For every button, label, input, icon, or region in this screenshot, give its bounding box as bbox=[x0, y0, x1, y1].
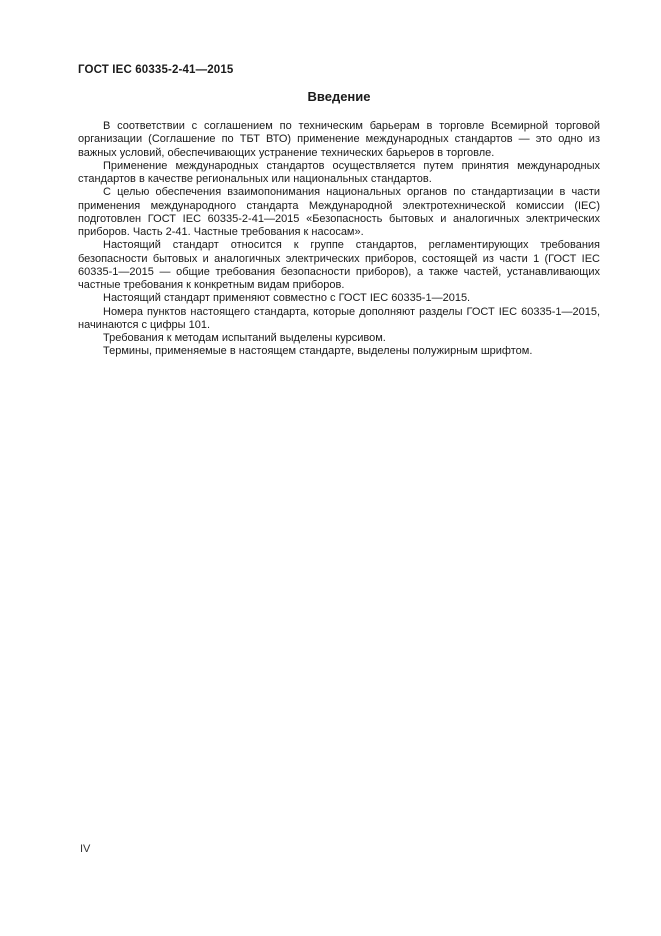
paragraph-joint-application: Настоящий стандарт применяют совместно с ГОСТ IEC 60335-1—2015. bbox=[103, 292, 471, 305]
paragraph-test-methods-italic: Требования к методам испытаний выделены курсивом. bbox=[103, 332, 386, 344]
paragraph-terms-bold: Термины, применяемые в настоящем стандарте, выделены полужирным шрифтом. bbox=[103, 345, 533, 358]
standard-designation-header: ГОСТ IEC 60335-2-41—2015 bbox=[78, 64, 234, 76]
paragraph-wto-agreement: В соответствии с соглашением по техническим барьерам в торговле Всемирной торговой организации (Соглашение по ТБТ ВТО) применение международных стандартов — это одно из важных условий, обеспечивающих устранение технических барьеров в торговле. bbox=[78, 120, 600, 159]
paragraph-application-of-standards: Применение международных стандартов осуществляется путем принятия международных стандартов в качестве региональных или национальных стандартов. bbox=[78, 159, 600, 185]
paragraph-clause-numbering: Номера пунктов настоящего стандарта, которые дополняют разделы ГОСТ IEC 60335-1—2015, начинаются с цифры 101. bbox=[78, 305, 600, 331]
section-title: Введение bbox=[307, 89, 371, 104]
paragraph-iec-standard-preparation: С целью обеспечения взаимопонимания национальных органов по стандартизации в части применения международного стандарта Международной электротехнической комиссии (IEC) подготовлен ГОСТ IEC 60335-2-41—2015 «Безопасность бытовых и аналогичных электрических приборов. Часть 2-41. Частные требования к насосам». bbox=[78, 186, 600, 238]
introduction-body bbox=[78, 120, 600, 359]
paragraph-standard-group: Настоящий стандарт относится к группе стандартов, регламентирующих требования безопасности бытовых и аналогичных электрических приборов, состоящей из части 1 (ГОСТ IEC 60335-1—2015 — общие требования безопасности приборов), а также частей, устанавливающих частные требования к конкретным видам приборов. bbox=[78, 239, 600, 291]
page-number: IV bbox=[80, 843, 91, 855]
